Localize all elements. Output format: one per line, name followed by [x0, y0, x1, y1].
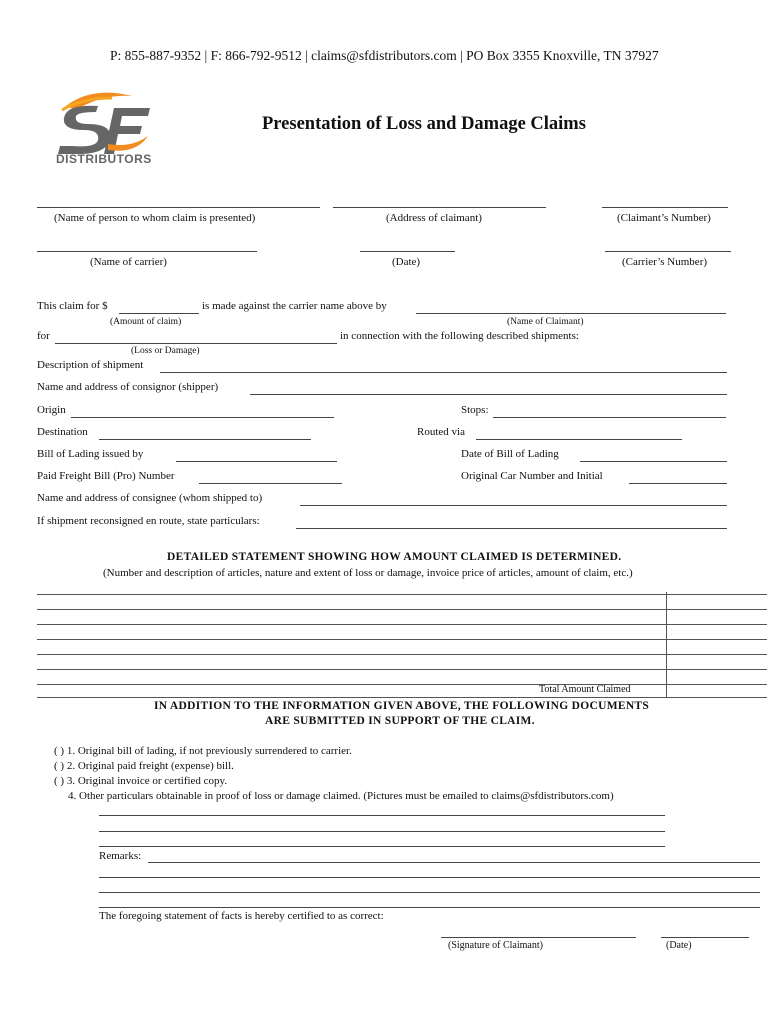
carrier-field[interactable] — [37, 251, 257, 252]
paid-freight-label: Paid Freight Bill (Pro) Number — [37, 470, 175, 482]
signature-date-field[interactable] — [661, 937, 749, 938]
documents-heading-2: ARE SUBMITTED IN SUPPORT OF THE CLAIM. — [265, 715, 535, 727]
sf-distributors-logo — [52, 88, 162, 172]
carriers-number-field[interactable] — [605, 251, 731, 252]
contact-line: P: 855-887-9352 | F: 866-792-9512 | claims@sfdistributors.com | PO Box 3355 Knoxville, TN 37927 — [110, 48, 659, 63]
consignee-label: Name and address of consignee (whom shipped to) — [37, 492, 263, 504]
statement-row-line — [37, 697, 767, 698]
total-amount-label: Total Amount Claimed — [539, 684, 631, 695]
statement-row-line — [37, 609, 767, 610]
destination-field[interactable] — [99, 439, 311, 440]
description-field[interactable] — [160, 372, 727, 373]
particulars-line[interactable] — [99, 831, 665, 832]
paid-freight-field[interactable] — [199, 483, 342, 484]
carrier-label: (Name of carrier) — [90, 256, 167, 268]
date-field[interactable] — [360, 251, 455, 252]
presented-to-field[interactable] — [37, 207, 320, 208]
origin-field[interactable] — [71, 417, 334, 418]
carriers-number-label: (Carrier’s Number) — [622, 256, 708, 268]
consignor-field[interactable] — [250, 394, 727, 395]
statement-row-line — [37, 654, 767, 655]
remarks-line[interactable] — [99, 892, 760, 893]
destination-label: Destination — [37, 426, 88, 438]
statement-row-line — [37, 669, 767, 670]
claim-line2-prefix: for — [37, 330, 50, 342]
claimant-number-label: (Claimant’s Number) — [617, 212, 711, 224]
loss-label: (Loss or Damage) — [131, 346, 200, 356]
remarks-line[interactable] — [148, 862, 760, 863]
stops-label: Stops: — [461, 404, 489, 416]
document-item-4: 4. Other particulars obtainable in proof of loss or damage claimed. (Pictures must be emailed to claims@sfdistributors.com) — [68, 790, 614, 802]
loss-damage-field[interactable] — [55, 343, 337, 344]
consignee-field[interactable] — [300, 505, 727, 506]
remarks-line[interactable] — [99, 877, 760, 878]
stops-field[interactable] — [493, 417, 726, 418]
signature-date-label: (Date) — [666, 940, 692, 951]
statement-subheading: (Number and description of articles, nature and extent of loss or damage, invoice price of articles, amount of claim, etc.) — [103, 567, 633, 579]
logo-subtext: DISTRIBUTORS — [56, 152, 152, 166]
address-label: (Address of claimant) — [386, 212, 482, 224]
bol-issued-label: Bill of Lading issued by — [37, 448, 144, 460]
car-number-label: Original Car Number and Initial — [461, 470, 603, 482]
document-item-2[interactable]: ( ) 2. Original paid freight (expense) bill. — [54, 760, 234, 772]
claim-line1-prefix: This claim for $ — [37, 300, 108, 312]
particulars-line[interactable] — [99, 846, 665, 847]
page-title: Presentation of Loss and Damage Claims — [262, 114, 586, 134]
remarks-label: Remarks: — [99, 850, 142, 862]
claimant-name-field[interactable] — [416, 313, 726, 314]
signature-label: (Signature of Claimant) — [448, 940, 543, 951]
document-item-1[interactable]: ( ) 1. Original bill of lading, if not previously surrendered to carrier. — [54, 745, 352, 757]
bol-issued-field[interactable] — [176, 461, 337, 462]
statement-heading: DETAILED STATEMENT SHOWING HOW AMOUNT CLAIMED IS DETERMINED. — [167, 551, 622, 563]
claimant-number-field[interactable] — [602, 207, 728, 208]
remarks-line[interactable] — [99, 907, 760, 908]
claim-line1-mid: is made against the carrier name above by — [202, 300, 387, 312]
document-item-3[interactable]: ( ) 3. Original invoice or certified copy. — [54, 775, 228, 787]
bol-date-field[interactable] — [580, 461, 727, 462]
particulars-line[interactable] — [99, 815, 665, 816]
signature-field[interactable] — [441, 937, 636, 938]
presented-to-label: (Name of person to whom claim is presented) — [54, 212, 256, 224]
reconsigned-label: If shipment reconsigned en route, state particulars: — [37, 515, 260, 527]
claim-line2-suffix: in connection with the following described shipments: — [340, 330, 579, 342]
claim-amount-field[interactable] — [119, 313, 199, 314]
amount-column-divider — [666, 592, 667, 698]
routed-via-label: Routed via — [417, 426, 465, 438]
amount-label: (Amount of claim) — [110, 317, 182, 327]
origin-label: Origin — [37, 404, 66, 416]
statement-row-line — [37, 639, 767, 640]
date-label: (Date) — [392, 256, 421, 268]
reconsigned-field[interactable] — [296, 528, 727, 529]
documents-heading-1: IN ADDITION TO THE INFORMATION GIVEN ABOVE, THE FOLLOWING DOCUMENTS — [154, 700, 650, 712]
claimant-label: (Name of Claimant) — [507, 317, 584, 327]
routed-via-field[interactable] — [476, 439, 682, 440]
statement-row-line — [37, 684, 767, 685]
bol-date-label: Date of Bill of Lading — [461, 448, 559, 460]
consignor-label: Name and address of consignor (shipper) — [37, 381, 219, 393]
description-label: Description of shipment — [37, 359, 144, 371]
car-number-field[interactable] — [629, 483, 727, 484]
certify-statement: The foregoing statement of facts is hereby certified to as correct: — [99, 910, 384, 922]
address-field[interactable] — [333, 207, 546, 208]
statement-row-line — [37, 624, 767, 625]
statement-row-line — [37, 594, 767, 595]
